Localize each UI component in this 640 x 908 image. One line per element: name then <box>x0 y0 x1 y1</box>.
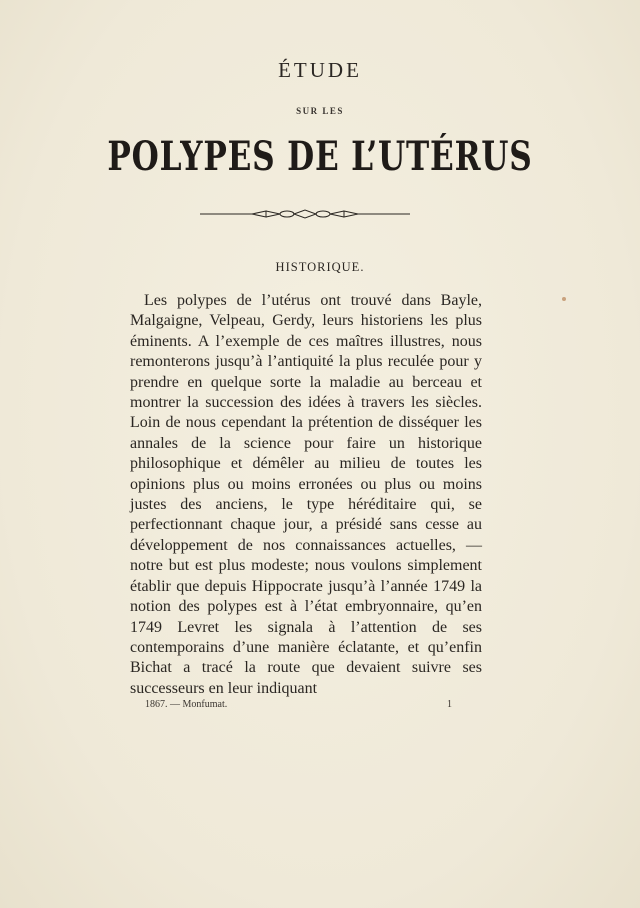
footer-signature: 1867. — Monfumat. <box>145 699 228 710</box>
ornament-divider <box>200 208 410 220</box>
body-text <box>130 291 482 699</box>
main-title: POLYPES DE L’UTÉRUS <box>107 133 533 180</box>
paper-speck <box>562 297 566 301</box>
body-paragraph: Les polypes de l’utérus ont trouvé dans Bayle, Malgaigne, Velpeau, Gerdy, leurs historiens les plus éminents. A l’exemple de ces maîtres illustres, nous remonterons jusqu’à l’antiquité la plus reculée pour y prendre en quelque sorte la maladie au berceau et montrer la succession des idées à travers les siècles. Loin de nous cependant la prétention de disséquer les annales de la science pour faire un historique philosophique et démêler au milieu de toutes les opinions plus ou moins erronées ou plus ou moins justes des anciens, le type héréditaire qui, se perfectionnant chaque jour, a présidé sans cesse au développement de nos connaissances actuelles, — notre but est plus modeste; nous voulons simplement établir que depuis Hippocrate jusqu’à l’année 1749 la notion des polypes est à l’état embryonnaire, qu’en 1749 Levret les signala à l’attention de ses contemporains d’une manière éclatante, et qu’enfin Bichat a tracé la route que devaient suivre ses successeurs en leur indiquant <box>130 292 482 697</box>
footer-signature-number: 1 <box>447 699 452 710</box>
title-connector: SUR LES <box>296 106 344 116</box>
title-etude: ÉTUDE <box>278 58 362 82</box>
section-title: HISTORIQUE. <box>275 260 365 274</box>
